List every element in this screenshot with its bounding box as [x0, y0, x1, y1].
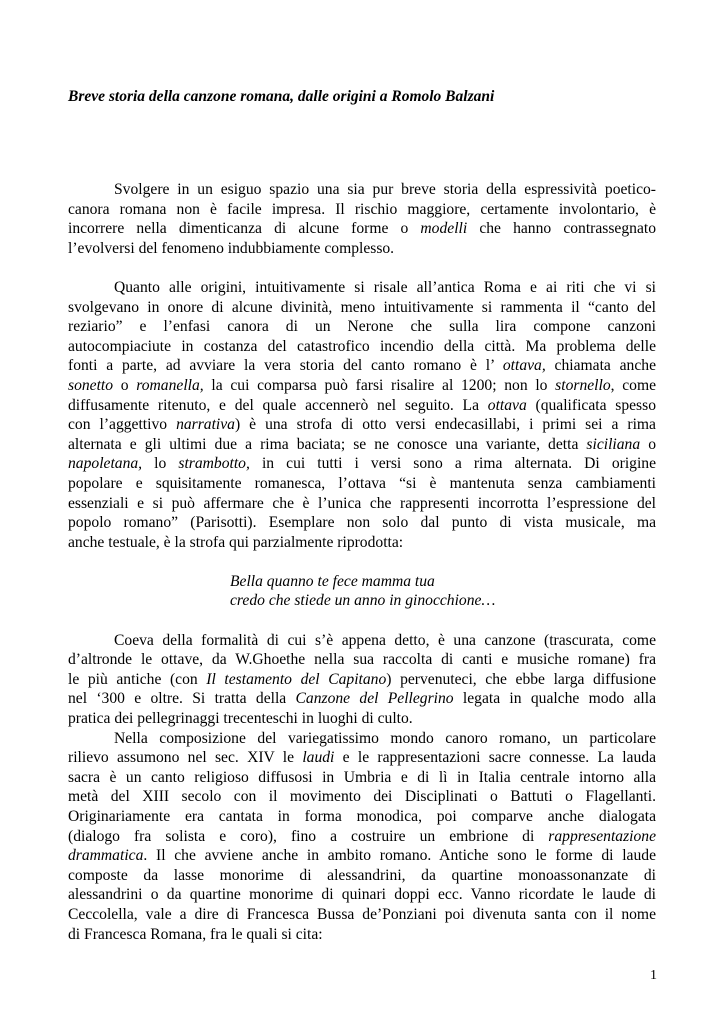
text-line — [68, 474, 656, 494]
text-run: fonti a parte, ad avviare la vera storia del canto romano è l’ — [68, 357, 503, 375]
italic-text: napoletana, — [68, 455, 143, 473]
text-line — [68, 317, 656, 337]
text-line — [68, 219, 656, 239]
text-run: pratica dei pellegrinaggi trecenteschi in luoghi di culto. — [68, 710, 413, 728]
text-run: canora romana non è facile impresa. Il rischio maggiore, certamente involontario, è — [68, 200, 656, 218]
italic-text: strambotto, — [178, 455, 250, 473]
text-line — [68, 807, 656, 827]
text-line — [68, 925, 656, 945]
italic-text: laudi — [302, 749, 335, 767]
text-run: con l’aggettivo — [68, 416, 177, 434]
text-line — [68, 200, 656, 220]
text-run: l’evolversi del fenomeno indubbiamente complesso. — [68, 239, 395, 257]
text-line — [68, 376, 656, 396]
italic-text: drammatica — [68, 847, 144, 865]
italic-text: siciliana — [586, 435, 641, 453]
text-run: di Francesca Romana, fra le quali si cita: — [68, 925, 323, 943]
paragraph — [68, 180, 656, 258]
text-run: Svolgere in un esiguo spazio una sia pur breve storia della espressività poetico- — [114, 181, 656, 198]
text-run: Originariamente era cantata in forma monodica, poi comparve anche dialogata — [68, 808, 656, 825]
text-run: Quanto alle origini, intuitivamente si risale all’antica Roma e ai riti che vi si — [114, 278, 656, 296]
text-line — [68, 239, 656, 259]
italic-text: romanella, — [136, 376, 204, 394]
text-run: Coeva della formalità di cui s’è appena detto, è una canzone (trascurata, come — [114, 631, 656, 649]
text-line — [68, 650, 656, 670]
italic-text: Canzone del Pellegrino — [295, 690, 454, 708]
text-line — [68, 356, 656, 376]
paragraphs-before-verse — [68, 180, 656, 552]
text-run: diffusamente ritenuto, e del quale accennerò nel seguito. La — [68, 396, 488, 414]
text-run: Ceccolella, vale a dire di Francesca Bussa de’Ponziani poi divenuta santa con il nome — [68, 905, 656, 923]
text-line — [68, 885, 656, 905]
text-run: metà del XIII secolo con il movimento dei Disciplinati o Battuti o Flagellanti. — [68, 788, 656, 806]
italic-text: Il testamento del Capitano — [206, 670, 387, 688]
text-line — [68, 180, 656, 200]
text-run: (qualificata spesso — [526, 396, 656, 414]
text-run: lo — [142, 455, 179, 473]
italic-text: sonetto — [68, 376, 114, 394]
text-line — [68, 827, 656, 847]
italic-text: modelli — [420, 220, 468, 238]
text-line — [68, 435, 656, 455]
text-line — [68, 278, 656, 298]
text-line — [68, 787, 656, 807]
text-line — [68, 513, 656, 533]
text-line — [68, 670, 656, 690]
quoted-verse — [230, 572, 656, 611]
verse-line: Bella quanno te fece mamma tua — [230, 572, 435, 590]
text-run: essenziali e si può affermare che è l’unica che rappresenti incorrotta l’espressione del — [68, 494, 656, 512]
text-run: Nella composizione del variegatissimo mondo canoro romano, un particolare — [114, 729, 656, 747]
text-run: chiamata anche — [545, 357, 656, 375]
text-run: autocompiaciute in costanza del catastrofico incendio della città. Ma problema delle — [68, 337, 656, 355]
text-line — [68, 631, 656, 651]
text-run: d’altronde le ottave, da W.Ghoethe nella sua raccolta di canti e musiche romane) fra — [68, 651, 656, 669]
text-run: alessandrini o da quartine monorime di quinari doppi ecc. Vanno ricordate le laude di — [68, 886, 656, 904]
text-line — [68, 415, 656, 435]
paragraph — [68, 729, 656, 945]
text-run: legata in qualche modo alla — [453, 690, 656, 708]
verse-line: credo che stiede un anno in ginocchione… — [230, 592, 496, 610]
text-line — [68, 729, 656, 749]
text-run: che hanno contrassegnato — [467, 220, 656, 238]
text-run: ) è una strofa di otto versi endecasillabi, i primi sei a rima — [234, 416, 656, 434]
text-run: . Il che avviene anche in ambito romano. Antiche sono le forme di laude — [143, 847, 656, 865]
text-run: rilievo assumono nel sec. XIV le — [68, 749, 303, 767]
text-line — [68, 846, 656, 866]
text-line — [68, 337, 656, 357]
text-line — [68, 494, 656, 514]
paragraph — [68, 631, 656, 729]
text-line — [68, 533, 656, 553]
text-run: o — [640, 435, 656, 453]
text-run: le più antiche (con — [68, 670, 207, 688]
document-title: Breve storia della canzone romana, dalle origini a Romolo Balzani — [68, 88, 495, 105]
text-run: sacra è un canto religioso diffusosi in Umbria e di lì in Italia centrale intorno alla — [68, 768, 656, 786]
text-run: incorrere nella dimenticanza di alcune forme o — [68, 220, 421, 238]
text-run: e le rappresentazioni sacre connesse. La lauda — [334, 749, 656, 767]
text-run: o — [113, 376, 137, 394]
text-line — [68, 709, 656, 729]
text-run: la cui comparsa può farsi risalire al 1200; non lo — [203, 376, 556, 394]
text-run: svolgevano in onore di alcune divinità, meno intuitivamente si rammenta il “canto del — [68, 298, 656, 316]
italic-text: ottava, — [502, 357, 546, 375]
text-line — [68, 748, 656, 768]
text-line — [68, 396, 656, 416]
document-body — [68, 180, 656, 944]
text-line — [68, 689, 656, 709]
text-run: composte da lasse monorime di alessandrini, da quartine monoassonanzate di — [68, 866, 656, 884]
text-run: (dialogo fra solista e coro), fino a costruire un embrione di — [68, 827, 549, 845]
text-run: nel ‘300 e oltre. Si tratta della — [68, 690, 296, 708]
text-run: popolo romano” (Parisotti). Esemplare non solo dal punto di vista musicale, ma — [68, 514, 656, 532]
paragraphs-after-verse — [68, 631, 656, 945]
text-run: , come — [610, 376, 656, 394]
text-run: ) pervenuteci, che ebbe larga diffusione — [386, 670, 656, 688]
text-line — [68, 866, 656, 886]
text-run: in cui tutti i versi sono a rima alternata. Di origine — [249, 455, 656, 473]
text-run: reziario” e l’enfasi canora di un Nerone che sulla lira compone canzoni — [68, 318, 656, 336]
text-line — [68, 454, 656, 474]
italic-text: ottava — [487, 396, 527, 414]
text-run: anche testuale, è la strofa qui parzialmente riprodotta: — [68, 533, 404, 551]
text-run: popolare e squisitamente romanesca, l’ottava “si è mantenuta senza cambiamenti — [68, 474, 656, 492]
text-line — [68, 298, 656, 318]
italic-text: stornello — [555, 376, 611, 394]
italic-text: rappresentazione — [548, 827, 656, 845]
text-line — [68, 768, 656, 788]
page-number: 1 — [650, 968, 657, 983]
italic-text: narrativa — [176, 416, 235, 434]
text-run: alternata e gli ultimi due a rima baciata; se ne conosce una variante, detta — [68, 435, 587, 453]
text-line — [68, 905, 656, 925]
paragraph — [68, 278, 656, 552]
